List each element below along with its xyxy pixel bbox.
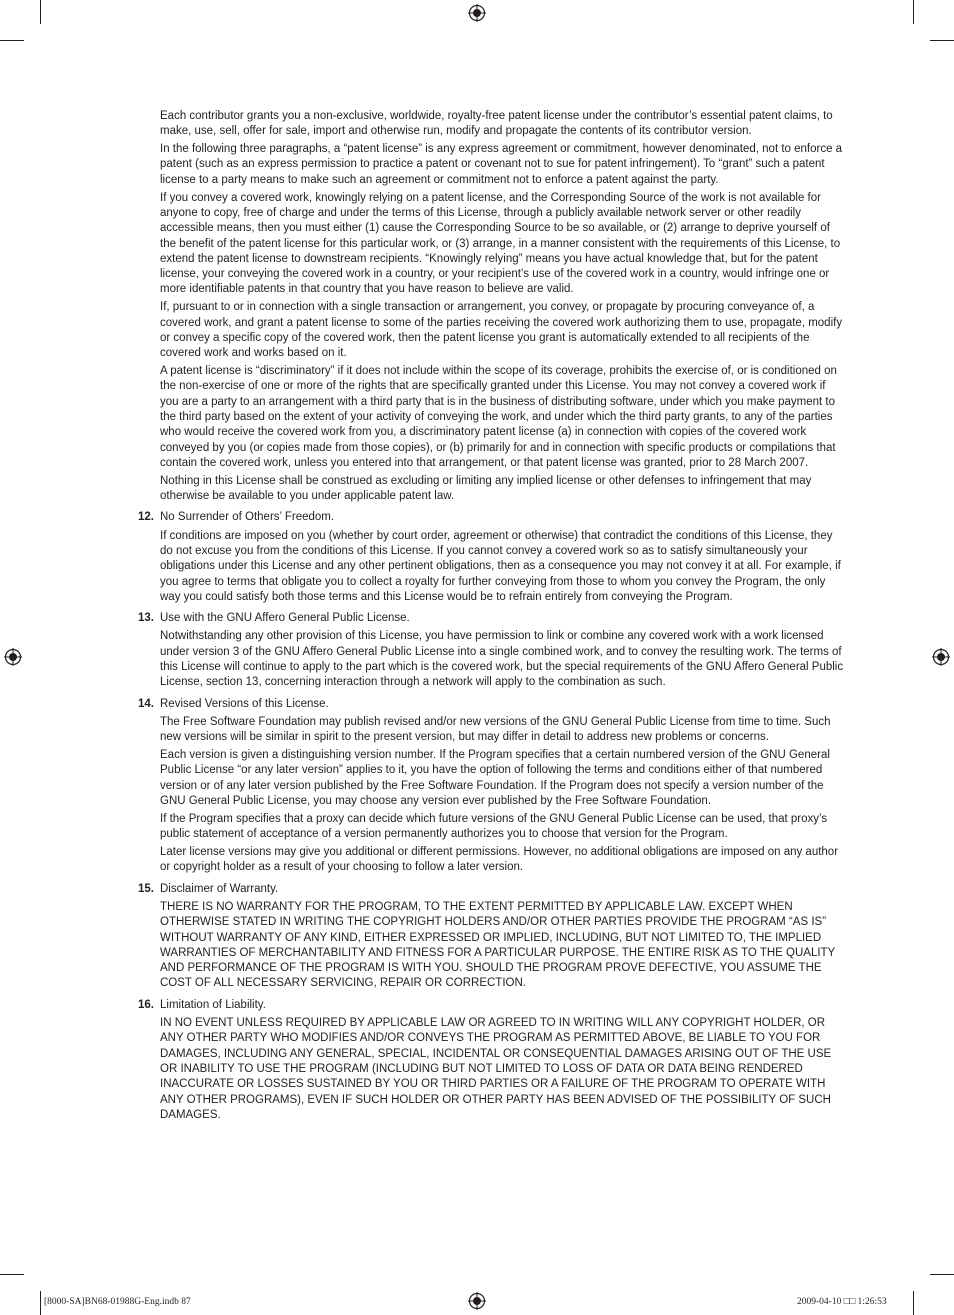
section-heading-16 <box>138 998 844 1013</box>
body-paragraph: Later license versions may give you additional or different permissions. However, no additional obligations are imposed on any author or copyright holder as a result of your choosing to follow a later version. <box>160 846 839 874</box>
body-paragraph: In the following three paragraphs, a “patent license” is any express agreement or commitment, however denominated, not to enforce a patent (such as an express permission to practice a patent or covenant not to sue for patent infringement). To “grant” such a patent license to a party means to make such an agreement or commitment not to enforce a patent against the party. <box>160 143 843 186</box>
section-number: 12. <box>138 511 154 524</box>
body-paragraph: If, pursuant to or in connection with a single transaction or arrangement, you convey, or propagate by procuring conveyance of, a covered work, and grant a patent license to some of the parties receiving the covered work authorizing them to use, propagate, modify or convey a specific copy of the covered work, then the patent license you grant is automatically extended to all recipients of the covered work and works based on it. <box>160 301 843 360</box>
body-paragraph: If the Program specifies that a proxy can decide which future versions of the GNU General Public License can be used, that proxy’s public statement of acceptance of a version permanently authorizes you to choose that version for the Program. <box>160 812 828 841</box>
crop-mark-bottom-left-vertical <box>40 1291 41 1315</box>
section-title: Revised Versions of this License. <box>160 697 329 710</box>
crop-mark-top-right-horizontal <box>930 40 954 41</box>
section-title: Disclaimer of Warranty. <box>160 882 279 895</box>
registration-mark-icon <box>932 648 950 666</box>
section-title: No Surrender of Others’ Freedom. <box>160 511 335 524</box>
body-paragraph: Each contributor grants you a non-exclusive, worldwide, royalty-free patent license under the contributor’s essential patent claims, to make, use, sell, offer for sale, import and otherwise run, modify and propagate the contents of its contributor version. <box>160 110 833 138</box>
registration-mark-icon <box>468 4 486 22</box>
section-title: Use with the GNU Affero General Public License. <box>160 612 410 625</box>
crop-mark-bottom-right-vertical <box>913 1291 914 1315</box>
registration-mark-icon <box>468 1292 486 1310</box>
crop-mark-bottom-left-horizontal <box>0 1274 24 1275</box>
license-text-column <box>138 109 844 1126</box>
footer-timestamp: 2009-04-10 □□ 1:26:53 <box>797 1297 887 1307</box>
footer-file-name: [8000-SA]BN68-01988G-Eng.indb 87 <box>44 1297 191 1307</box>
section-number: 13. <box>138 612 154 625</box>
section-number: 14. <box>138 697 154 710</box>
crop-mark-bottom-right-horizontal <box>930 1274 954 1275</box>
section-heading-13 <box>138 611 844 626</box>
section-heading-14 <box>138 697 844 712</box>
body-paragraph: The Free Software Foundation may publish revised and/or new versions of the GNU General Public License from time to time. Such new versions will be similar in spirit to the present version, but may differ in detail to address new problems or concerns. <box>160 715 831 744</box>
crop-mark-top-left-vertical <box>40 0 41 24</box>
body-paragraph: If you convey a covered work, knowingly relying on a patent license, and the Corresponding Source of the work is not available for anyone to copy, free of charge and under the terms of this License, through a publicly available network server or other readily accessible means, then you must either (1) cause the Corresponding Source to be so available, or (2) arrange to deprive yourself of the benefit of the patent license for this particular work, or (3) arrange, in a manner consistent with the requirements of this License, to extend the patent license to downstream recipients. “Knowingly relying” means you have actual knowledge that, but for the patent license, your conveying the covered work in a country, or your recipient’s use of the covered work in a country, would infringe one or more identifiable patents in that country that you have reason to believe are valid. <box>160 191 841 296</box>
body-paragraph: A patent license is “discriminatory” if it does not include within the scope of its coverage, prohibits the exercise of, or is conditioned on the non-exercise of one or more of the rights that are specifically granted under this License. You may not convey a covered work if you are a party to an arrangement with a third party that is in the business of distributing software, under which you make payment to the third party based on the extent of your activity of conveying the work, and under which the third party grants, to any of the parties who would receive the covered work from you, a discriminatory patent license (a) in connection with copies of the covered work conveyed by you (or copies made from those copies), or (b) primarily for and in connection with specific products or compilations that contain the covered work, unless you entered into that arrangement, or that patent license was granted, prior to 28 March 2007. <box>160 365 837 469</box>
body-paragraph: Each version is given a distinguishing version number. If the Program specifies that a certain numbered version of the GNU General Public License “or any later version” applies to it, you have the option of following the terms and conditions either of that numbered version or of any later version published by the Free Software Foundation. If the Program does not specify a version number of the GNU General Public License, you may choose any version ever published by the Free Software Foundation. <box>160 749 830 808</box>
section-title: Limitation of Liability. <box>160 998 266 1011</box>
section-number: 16. <box>138 998 154 1011</box>
section-heading-12 <box>138 510 844 525</box>
body-paragraph: If conditions are imposed on you (whether by court order, agreement or otherwise) that contradict the conditions of this License, they do not excuse you from the conditions of this License. If you cannot convey a covered work so as to satisfy simultaneously your obligations under this License and any other pertinent obligations, then as a consequence you may not convey it at all. For example, if you agree to terms that obligate you to collect a royalty for further conveying from those to whom you convey the Program, the only way you could satisfy both those terms and this License would be to refrain entirely from conveying the Program. <box>160 529 841 603</box>
body-paragraph: THERE IS NO WARRANTY FOR THE PROGRAM, TO THE EXTENT PERMITTED BY APPLICABLE LAW. EXCEPT WHEN OTHERWISE STATED IN WRITING THE COPYRIGHT HOLDERS AND/OR OTHER PARTIES PROVIDE THE PROGRAM “AS IS” WITHOUT WARRANTY OF ANY KIND, EITHER EXPRESSED OR IMPLIED, INCLUDING, BUT NOT LIMITED TO, THE IMPLIED WARRANTIES OF MERCHANTABILITY AND FITNESS FOR A PARTICULAR PURPOSE. THE ENTIRE RISK AS TO THE QUALITY AND PERFORMANCE OF THE PROGRAM IS WITH YOU. SHOULD THE PROGRAM PROVE DEFECTIVE, YOU ASSUME THE COST OF ALL NECESSARY SERVICING, REPAIR OR CORRECTION. <box>160 901 836 990</box>
crop-mark-top-right-vertical <box>913 0 914 24</box>
registration-mark-icon <box>4 648 22 666</box>
body-paragraph: IN NO EVENT UNLESS REQUIRED BY APPLICABLE LAW OR AGREED TO IN WRITING WILL ANY COPYRIGHT HOLDER, OR ANY OTHER PARTY WHO MODIFIES AND/OR CONVEYS THE PROGRAM AS PERMITTED ABOVE, BE LIABLE TO YOU FOR DAMAGES, INCLUDING ANY GENERAL, SPECIAL, INCIDENTAL OR CONSEQUENTIAL DAMAGES ARISING OUT OF THE USE OR INABILITY TO USE THE PROGRAM (INCLUDING BUT NOT LIMITED TO LOSS OF DATA OR DATA BEING RENDERED INACCURATE OR LOSSES SUSTAINED BY YOU OR THIRD PARTIES OR A FAILURE OF THE PROGRAM TO OPERATE WITH ANY OTHER PROGRAMS), EVEN IF SUCH HOLDER OR OTHER PARTY HAS BEEN ADVISED OF THE POSSIBILITY OF SUCH DAMAGES. <box>160 1017 832 1121</box>
section-number: 15. <box>138 882 154 895</box>
crop-mark-top-left-horizontal <box>0 40 24 41</box>
section-heading-15 <box>138 882 844 897</box>
body-paragraph: Notwithstanding any other provision of this License, you have permission to link or combine any covered work with a work licensed under version 3 of the GNU Affero General Public License into a single combined work, and to convey the resulting work. The terms of this License will continue to apply to the part which is the covered work, but the special requirements of the GNU Affero General Public License, section 13, concerning interaction through a network will apply to the combination as such. <box>160 630 844 689</box>
body-paragraph: Nothing in this License shall be construed as excluding or limiting any implied license or other defenses to infringement that may otherwise be available to you under applicable patent law. <box>160 474 812 503</box>
